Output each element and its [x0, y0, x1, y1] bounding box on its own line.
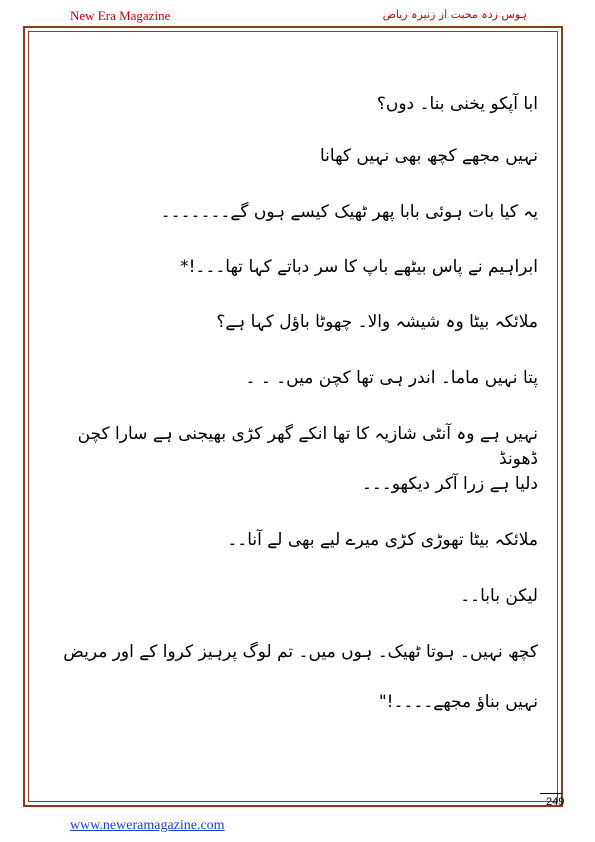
- text-line: نہیں بناؤ مجھے۔۔۔۔!": [378, 692, 538, 712]
- website-link[interactable]: www.neweramagazine.com: [70, 818, 225, 833]
- text-line: لیکن بابا۔۔: [460, 586, 538, 606]
- magazine-name: New Era Magazine: [70, 8, 171, 23]
- text-line: نہیں ہے وہ آنٹی شازیہ کا تھا انکے گھر کڑی بھیجنی ہے سارا کچن ڈھونڈ: [77, 424, 538, 469]
- text-line: ابراہیم نے پاس بیٹھے باپ کا سر دباتے کہا تھا۔۔۔!*: [180, 257, 538, 277]
- text-line: یہ کیا بات ہوئی بابا پھر ٹھیک کیسے ہوں گے۔۔۔۔۔۔۔: [160, 202, 538, 222]
- text-line: ملائکہ بیٹا وہ شیشہ والا۔ چھوٹا باؤل کہا ہے؟: [216, 312, 538, 332]
- text-line: دلیا ہے زرا آکر دیکھو۔۔۔: [361, 474, 538, 494]
- page-number: 249: [546, 796, 565, 808]
- story-title: ہوس زدہ محبت از زنیرہ ریاض: [382, 8, 527, 21]
- text-line: نہیں مجھے کچھ بھی نہیں کھانا: [320, 146, 538, 166]
- page-number-rule: [540, 793, 562, 794]
- text-line: کچھ نہیں۔ ہوتا ٹھیک۔ ہوں میں۔ تم لوگ پرہیز کروا کے اور مریض: [63, 642, 538, 662]
- text-line: پتا نہیں ماما۔ اندر ہی تھا کچن میں۔ ۔ ۔: [245, 368, 538, 388]
- text-line: ملائکہ بیٹا تھوڑی کڑی میرے لیے بھی لے آنا۔۔: [227, 530, 538, 550]
- text-line: ابا آپکو یخنی بنا۔ دوں؟: [376, 94, 538, 114]
